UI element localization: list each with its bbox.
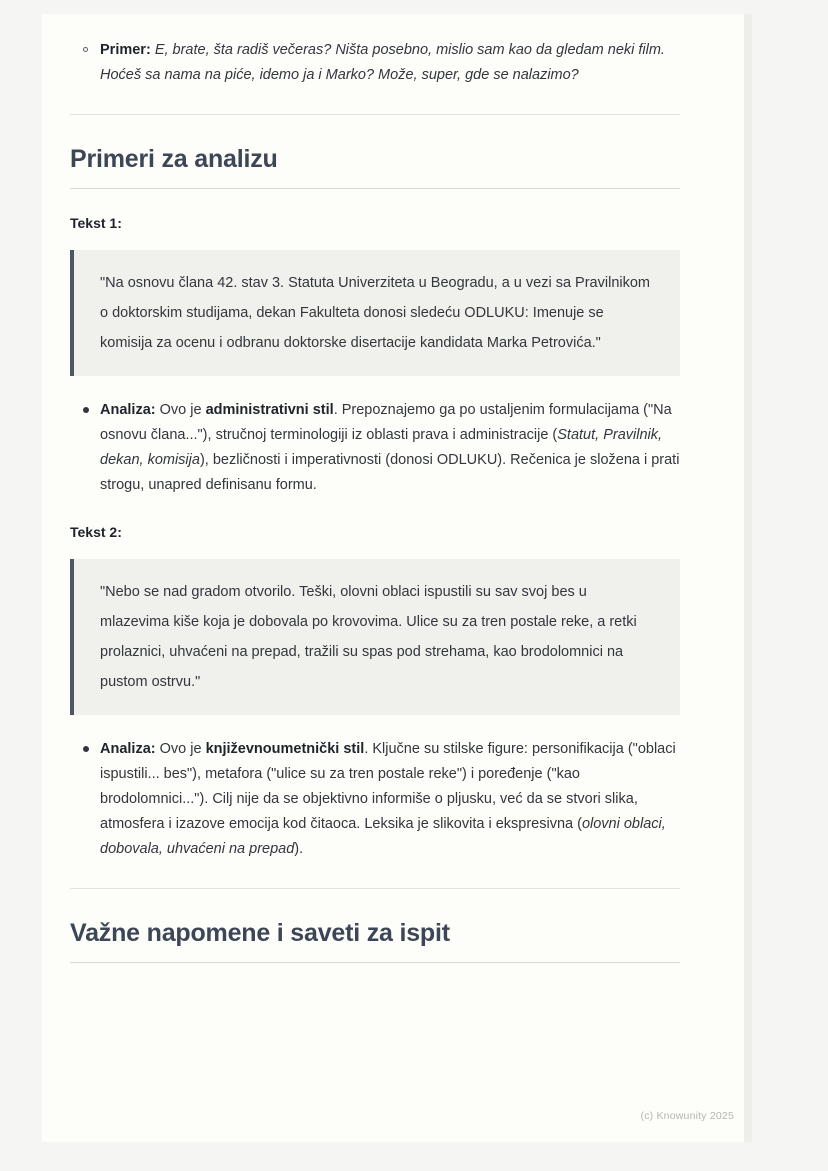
section-underline	[70, 188, 680, 189]
analiza-label: Analiza:	[100, 741, 156, 757]
analiza-bold-term: administrativni stil	[205, 402, 334, 418]
scrollbar-track[interactable]	[744, 14, 752, 1142]
analiza-label: Analiza:	[100, 402, 156, 418]
watermark: (c) Knowunity 2025	[640, 1110, 734, 1122]
analiza2-list	[70, 737, 680, 862]
list-item	[100, 38, 680, 88]
tekst1-label: Tekst 1:	[70, 215, 122, 231]
tekst2-label: Tekst 2:	[70, 524, 122, 540]
list-item	[100, 398, 680, 498]
analiza-text-part3: ), bezličnosti i imperativnosti (donosi ODLUKU). Rečenica je složena i prati strogu, unapred definisanu formu.	[100, 452, 680, 493]
primer-text: E, brate, šta radiš večeras? Ništa posebno, mislio sam kao da gledam neki film. Hoćeš sa nama na piće, idemo ja i Marko? Može, super, gde se nalazimo?	[100, 42, 665, 83]
analiza-bold-term: književnoumetnički stil	[205, 741, 365, 757]
list-item	[100, 737, 680, 862]
analiza-text-part2: . Ključne su stilske figure: personifikacija ("oblaci ispustili... bes"), metafora ("ulice su za tren postale reke") i poređenje ("kao brodolomnici..."). Cilj nije da se objektivno informiše o pljusku, već da se stvori slika, atmosfera i izazove emocija kod čitaoca. Leksika je slikovita i ekspresivna (	[100, 741, 676, 832]
divider	[70, 114, 680, 115]
analiza-text-part1: Ovo je	[155, 402, 206, 418]
analiza-text-part2: . Prepoznajemo ga po ustaljenim formulacijama ("Na osnovu člana..."), stručnoj terminologiji iz oblasti prava i administracije (	[100, 402, 672, 443]
document-content	[42, 14, 752, 963]
analiza-text-part3: ).	[294, 841, 304, 857]
primer-label: Primer:	[100, 42, 151, 58]
section-underline	[70, 962, 680, 963]
section-title-napomene: Važne napomene i saveti za ispit	[70, 919, 450, 947]
divider	[70, 888, 680, 889]
analiza-italic-term: olovni oblaci, dobovala, uhvaćeni na prepad	[100, 816, 666, 857]
analiza-text-part1: Ovo je	[155, 741, 206, 757]
document-page	[42, 14, 752, 1142]
section-title-primeri: Primeri za analizu	[70, 145, 278, 173]
analiza1-list	[70, 398, 680, 498]
intro-list	[70, 38, 680, 88]
analiza-italic-term: Statut, Pravilnik, dekan, komisija	[100, 427, 663, 468]
tekst2-quote: "Nebo se nad gradom otvorilo. Teški, olovni oblaci ispustili su sav svoj bes u mlazevima kiše koja je dobovala po krovovima. Ulice su za tren postale reke, a retki prolaznici, uhvaćeni na prepad, tražili su spas pod strehama, kao brodolomnici na pustom ostrvu."	[70, 559, 680, 715]
tekst1-quote: "Na osnovu člana 42. stav 3. Statuta Univerziteta u Beogradu, a u vezi sa Pravilnikom o doktorskim studijama, dekan Fakulteta donosi sledeću ODLUKU: Imenuje se komisija za ocenu i odbranu doktorske disertacije kandidata Marka Petrovića."	[70, 250, 680, 376]
